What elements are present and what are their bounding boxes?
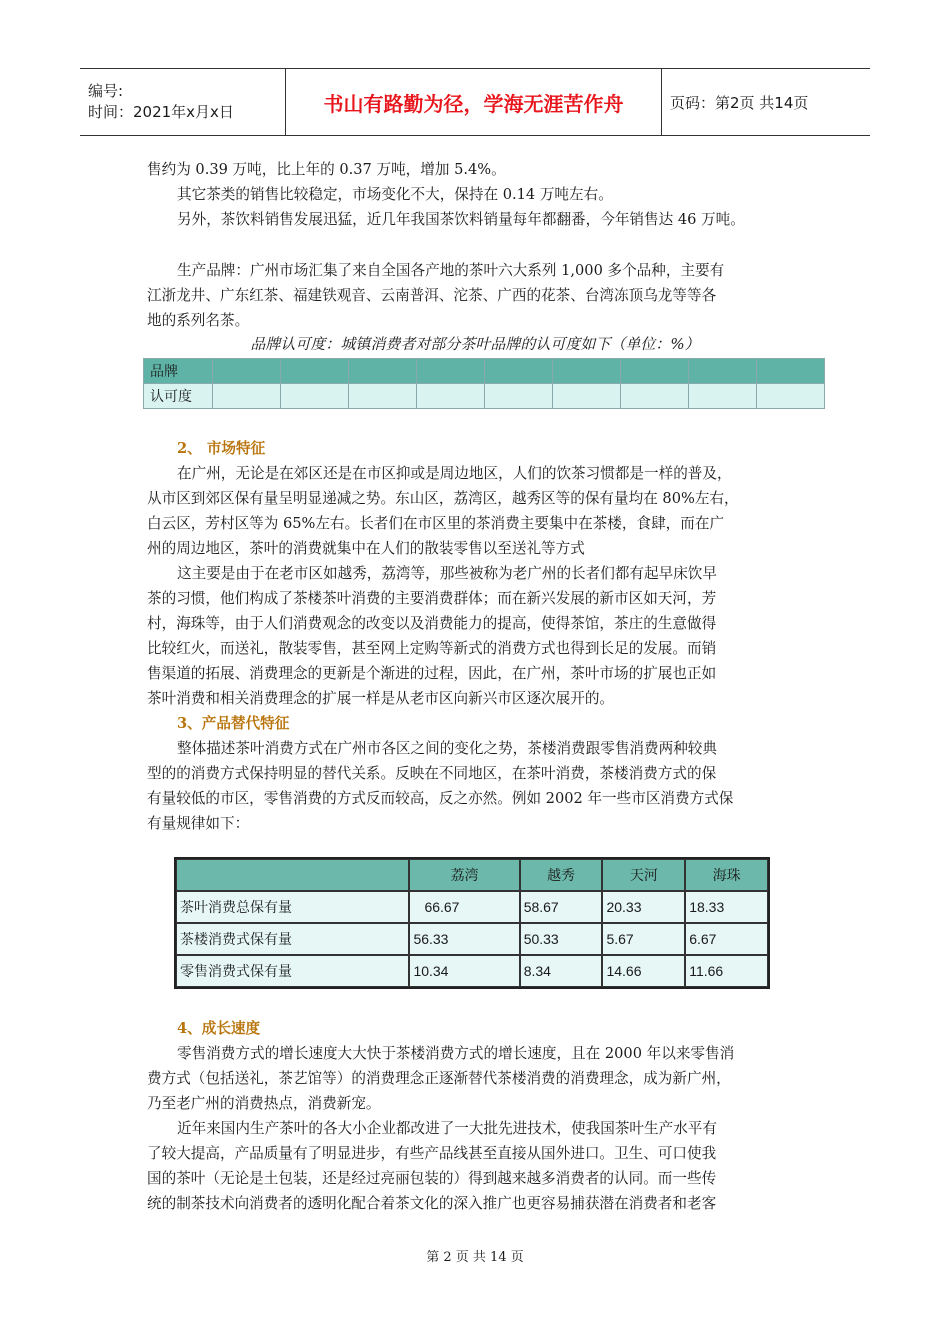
- column-header: 天河: [602, 859, 685, 891]
- code-label: 编号:: [88, 82, 124, 100]
- table-cell: 5.67: [602, 923, 685, 955]
- table-row: [176, 955, 768, 987]
- table-cell: [553, 359, 621, 384]
- table-cell: [281, 384, 349, 409]
- table-cell: [349, 359, 417, 384]
- table-cell: 18.33: [685, 891, 768, 923]
- table-row: [144, 359, 825, 384]
- table-cell: 58.67: [520, 891, 603, 923]
- paragraph-line: 白云区，芳村区等为 65%左右。长者们在市区里的茶消费主要集中在茶楼，食肆，而在广: [147, 515, 725, 532]
- section-heading: 2、 市场特征: [177, 440, 266, 457]
- table-cell: 14.66: [602, 955, 685, 987]
- paragraph-line: 江浙龙井、广东红茶、福建铁观音、云南普洱、沱茶、广西的花茶、台湾冻顶乌龙等等各: [147, 287, 717, 304]
- paragraph-line: 另外，茶饮料销售发展迅猛，近几年我国茶饮料销量每年都翻番，今年销售达 46 万吨。: [177, 211, 745, 228]
- table-cell: [621, 359, 689, 384]
- table-cell: [689, 359, 757, 384]
- paragraph-line: 比较红火，而送礼，散装零售，甚至网上定购等新式的消费方式也得到长足的发展。而销: [147, 640, 717, 657]
- time-label: 时间：2021年x月x日: [88, 103, 234, 121]
- acceptance-row-label: 认可度: [144, 384, 213, 409]
- paragraph-line: 型的的消费方式保持明显的替代关系。反映在不同地区，在茶叶消费，茶楼消费方式的保: [147, 765, 717, 782]
- brand-table: [143, 358, 825, 409]
- table-cell: [553, 384, 621, 409]
- table-cell: 20.33: [602, 891, 685, 923]
- paragraph-line: 生产品牌：广州市场汇集了来自全国各产地的茶叶六大系列 1,000 多个品种，主要有: [177, 262, 725, 279]
- paragraph-line: 其它茶类的销售比较稳定，市场变化不大，保持在 0.14 万吨左右。: [177, 186, 613, 203]
- column-header: 海珠: [685, 859, 768, 891]
- header-meta: [80, 69, 286, 136]
- table-cell: [417, 359, 485, 384]
- paragraph-line: 零售消费方式的增长速度大大快于茶楼消费方式的增长速度，且在 2000 年以来零售消: [177, 1045, 735, 1062]
- paragraph-line: 统的制茶技术向消费者的透明化配合着茶文化的深入推广也更容易捕获潜在消费者和老客: [147, 1195, 717, 1212]
- brand-caption: 品牌认可度：城镇消费者对部分茶叶品牌的认可度如下（单位：%）: [250, 335, 700, 353]
- paragraph-line: 从市区到郊区保有量呈明显递减之势。东山区，荔湾区，越秀区等的保有量均在 80%左右，: [147, 490, 739, 507]
- table-header-row: [176, 859, 768, 891]
- table-cell: [485, 359, 553, 384]
- table-cell: 8.34: [520, 955, 603, 987]
- paragraph-line: 了较大提高，产品质量有了明显进步，有些产品线甚至直接从国外进口。卫生、可口使我: [147, 1145, 717, 1162]
- paragraph-line: 村，海珠等，由于人们消费观念的改变以及消费能力的提高，使得茶馆，茶庄的生意做得: [147, 615, 717, 632]
- column-header: 荔湾: [409, 859, 519, 891]
- table-cell: 66.67: [409, 891, 519, 923]
- table-row: [144, 384, 825, 409]
- paragraph-line: 费方式（包括送礼，茶艺馆等）的消费理念正逐渐替代茶楼消费的消费理念，成为新广州，: [147, 1070, 731, 1087]
- table-cell: [213, 359, 281, 384]
- paragraph-line: 州的周边地区，茶叶的消费就集中在人们的散装零售以至送礼等方式: [147, 540, 585, 557]
- table-cell: [689, 384, 757, 409]
- table-cell: 56.33: [409, 923, 519, 955]
- paragraph-line: 售约为 0.39 万吨，比上年的 0.37 万吨，增加 5.4%。: [147, 161, 506, 178]
- table-cell: [757, 359, 825, 384]
- paragraph-line: 售渠道的拓展、消费理念的更新是个渐进的过程，因此，在广州，茶叶市场的扩展也正如: [147, 665, 717, 682]
- motto: 书山有路勤为径，学海无涯苦作舟: [286, 69, 662, 136]
- table-cell: 11.66: [685, 955, 768, 987]
- table-cell: 50.33: [520, 923, 603, 955]
- paragraph-line: 乃至老广州的消费热点，消费新宠。: [147, 1095, 381, 1112]
- table-cell: 10.34: [409, 955, 519, 987]
- paragraph-line: 有量较低的市区，零售消费的方式反而较高，反之亦然。例如 2002 年一些市区消费方式保: [147, 790, 734, 807]
- paragraph-line: 在广州，无论是在郊区还是在市区抑或是周边地区，人们的饮茶习惯都是一样的普及，: [177, 465, 732, 482]
- paragraph-line: 茶的习惯，他们构成了茶楼茶叶消费的主要消费群体；而在新兴发展的新市区如天河，芳: [147, 590, 717, 607]
- paragraph-line: 地的系列名茶。: [147, 312, 250, 329]
- table-cell: 6.67: [685, 923, 768, 955]
- table-cell: [621, 384, 689, 409]
- row-label: 茶叶消费总保有量: [176, 891, 409, 923]
- table-cell: [281, 359, 349, 384]
- table-row: [176, 891, 768, 923]
- brand-row-label: 品牌: [144, 359, 213, 384]
- row-label: 茶楼消费式保有量: [176, 923, 409, 955]
- page-header: [80, 68, 870, 136]
- table-cell: [417, 384, 485, 409]
- page-label: 页码：第2页 共14页: [662, 69, 871, 136]
- paragraph-line: 有量规律如下：: [147, 815, 250, 832]
- paragraph-line: 茶叶消费和相关消费理念的扩展一样是从老市区向新兴市区逐次展开的。: [147, 690, 615, 707]
- paragraph-line: 这主要是由于在老市区如越秀，荔湾等，那些被称为老广州的长者们都有起早床饮早: [177, 565, 717, 582]
- table-cell: [485, 384, 553, 409]
- table-cell: [349, 384, 417, 409]
- section-heading: 4、成长速度: [177, 1020, 261, 1037]
- table-cell: [213, 384, 281, 409]
- section-heading: 3、产品替代特征: [177, 715, 290, 732]
- row-label: 零售消费式保有量: [176, 955, 409, 987]
- table-cell: [757, 384, 825, 409]
- paragraph-line: 近年来国内生产茶叶的各大小企业都改进了一大批先进技术，使我国茶叶生产水平有: [177, 1120, 717, 1137]
- page-footer: 第 2 页 共 14 页: [426, 1250, 524, 1265]
- paragraph-line: 整体描述茶叶消费方式在广州市各区之间的变化之势，茶楼消费跟零售消费两种较典: [177, 740, 717, 757]
- table-row: [176, 923, 768, 955]
- district-table: [174, 857, 770, 989]
- column-header: 越秀: [520, 859, 603, 891]
- column-header: [176, 859, 409, 891]
- paragraph-line: 国的茶叶（无论是土包装，还是经过亮丽包装的）得到越来越多消费者的认同。而一些传: [147, 1170, 717, 1187]
